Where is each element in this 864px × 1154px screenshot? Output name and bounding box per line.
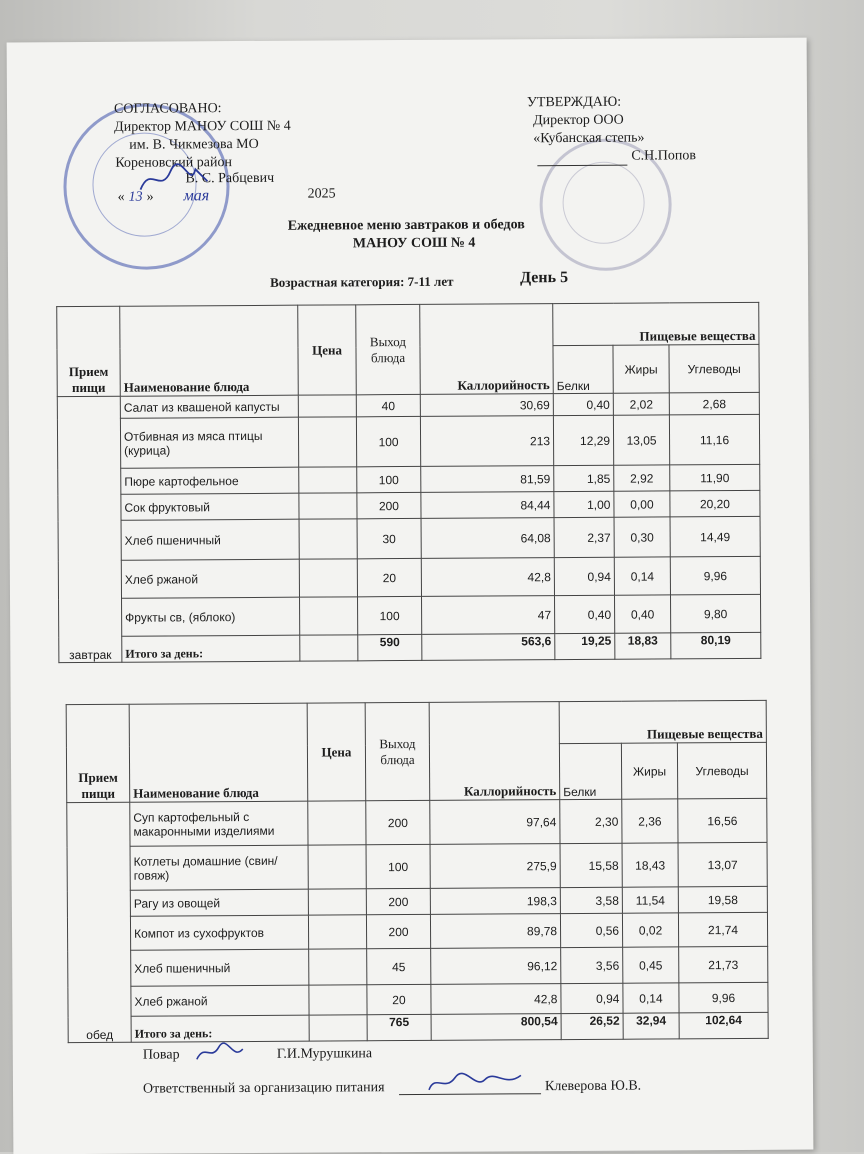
- total-carbs: 102,64: [679, 1012, 768, 1039]
- total-carbs: 80,19: [671, 632, 761, 659]
- total-output: 590: [358, 634, 422, 660]
- day-label: День 5: [520, 269, 569, 287]
- date-year: 2025: [307, 186, 336, 202]
- calories-cell: 42,8: [431, 984, 561, 1015]
- carbs-cell: 13,07: [678, 842, 767, 887]
- carbs-cell: 11,16: [669, 414, 759, 465]
- table-row: [57, 414, 759, 468]
- protein-cell: 15,58: [560, 843, 622, 887]
- cook-name: Г.И.Мурушкина: [276, 1046, 373, 1062]
- calories-cell: 213: [420, 416, 553, 467]
- cook-signature: [193, 1041, 253, 1065]
- carbs-cell: 21,74: [678, 912, 767, 947]
- dish-name: Хлеб пшеничный: [121, 519, 299, 560]
- output-cell: 20: [367, 984, 431, 1014]
- price-cell: [299, 559, 357, 597]
- output-cell: 200: [366, 914, 430, 948]
- dish-name: Суп картофельный с макаронными изделиями: [130, 801, 308, 846]
- dish-name: Котлеты домашние (свин/говяж): [130, 845, 308, 890]
- output-cell: 100: [356, 416, 420, 466]
- calories-cell: 47: [422, 596, 555, 635]
- total-fat: 18,83: [615, 633, 671, 659]
- fat-cell: 0,14: [614, 557, 670, 595]
- price-cell: [308, 915, 366, 949]
- calories-cell: 89,78: [430, 914, 560, 949]
- output-cell: 100: [366, 844, 430, 888]
- calories-cell: 198,3: [430, 888, 560, 915]
- dish-name: Отбивная из мяса птицы (курица): [120, 417, 298, 468]
- calories-cell: 81,59: [421, 466, 554, 493]
- responsible-signature: [425, 1069, 525, 1096]
- output-cell: 200: [366, 800, 430, 844]
- protein-cell: 3,58: [560, 887, 622, 913]
- carbs-cell: 9,96: [670, 556, 760, 595]
- carbs-cell: 14,49: [670, 516, 760, 557]
- carbs-cell: 19,58: [678, 886, 767, 913]
- price-cell: [299, 467, 357, 493]
- header-nutrients: Пищевые вещества: [553, 302, 759, 345]
- total-fat: 32,94: [623, 1013, 679, 1039]
- agreed-line2: им. В. Чикмезова МО: [129, 136, 259, 153]
- table-row: [58, 516, 760, 560]
- header-meal: Прием пищи: [66, 704, 130, 802]
- dish-name: Салат из квашеной капусты: [120, 395, 298, 418]
- carbs-cell: 16,56: [678, 798, 767, 843]
- price-cell: [300, 635, 358, 661]
- date-quote-open: «: [117, 189, 125, 205]
- approved-line3: С.Н.Попов: [631, 148, 697, 164]
- fat-cell: 0,30: [614, 517, 670, 557]
- approved-line1: Директор ООО: [533, 112, 624, 129]
- price-cell: [309, 985, 367, 1015]
- price-cell: [300, 597, 358, 635]
- total-row: [59, 632, 761, 662]
- output-cell: 45: [367, 948, 431, 984]
- fat-cell: 0,00: [614, 491, 670, 517]
- table-row: [67, 842, 767, 890]
- header-output: Выход блюда: [356, 304, 421, 394]
- header-calories: Каллорийность: [420, 304, 554, 395]
- responsible-name: Клеверова Ю.В.: [544, 1078, 642, 1095]
- calories-cell: 64,08: [421, 518, 554, 559]
- age-category: Возрастная категория: 7-11 лет: [270, 273, 454, 290]
- header-price: Цена: [298, 305, 357, 395]
- breakfast-table: [56, 302, 761, 663]
- protein-cell: 0,94: [554, 557, 614, 595]
- total-protein: 26,52: [561, 1013, 623, 1039]
- fat-cell: 2,92: [614, 465, 670, 491]
- calories-cell: 42,8: [421, 558, 554, 597]
- approved-signature-line: [537, 149, 627, 167]
- carbs-cell: 9,80: [670, 594, 760, 633]
- dish-name: Сок фруктовый: [121, 493, 299, 520]
- table-row: [68, 946, 768, 986]
- header-fat: Жиры: [613, 345, 669, 393]
- fat-cell: 0,45: [623, 947, 679, 983]
- header-carbs: Углеводы: [669, 344, 759, 393]
- header-protein: Белки: [559, 743, 621, 799]
- doc-title: Ежедневное меню завтраков и обедов: [287, 217, 525, 234]
- fat-cell: 11,54: [622, 887, 678, 913]
- output-cell: 20: [357, 558, 421, 596]
- calories-cell: 97,64: [430, 800, 560, 845]
- calories-cell: 96,12: [431, 948, 561, 985]
- price-cell: [308, 845, 366, 889]
- agreed-line4: В. С. Рабцевич: [185, 170, 275, 187]
- protein-cell: 0,94: [561, 983, 623, 1013]
- header-output: Выход блюда: [365, 702, 430, 800]
- protein-cell: 0,56: [560, 913, 622, 947]
- fat-cell: 0,02: [622, 913, 678, 947]
- meal-label: обед: [67, 802, 131, 1042]
- table-row: [67, 912, 767, 950]
- total-label: Итого за день:: [122, 635, 300, 662]
- protein-cell: 2,37: [554, 517, 614, 557]
- dish-name: Компот из сухофруктов: [130, 915, 308, 950]
- calories-cell: 275,9: [430, 844, 560, 889]
- protein-cell: 2,30: [560, 799, 622, 843]
- fat-cell: 0,14: [623, 983, 679, 1013]
- fat-cell: 18,43: [622, 843, 678, 887]
- header-carbs: Углеводы: [677, 742, 766, 799]
- lunch-table: [66, 700, 769, 1043]
- header-fat: Жиры: [621, 743, 677, 799]
- meal-label: завтрак: [57, 396, 122, 662]
- calories-cell: 30,69: [420, 394, 553, 417]
- protein-cell: 0,40: [553, 393, 613, 415]
- dish-name: Хлеб ржаной: [131, 985, 309, 1016]
- fat-cell: 2,02: [613, 393, 669, 415]
- date-day: 13: [128, 189, 143, 205]
- price-cell: [309, 949, 367, 985]
- dish-name: Рагу из овощей: [130, 889, 308, 916]
- header-calories: Каллорийность: [429, 702, 560, 801]
- carbs-cell: 9,96: [679, 982, 768, 1013]
- header-dish: Наименование блюда: [120, 305, 299, 396]
- menu-document: [7, 38, 814, 1154]
- table-row: [68, 982, 768, 1016]
- carbs-cell: 2,68: [669, 392, 759, 415]
- output-cell: 30: [357, 518, 421, 558]
- header-meal: Прием пищи: [57, 306, 121, 396]
- protein-cell: 1,00: [554, 491, 614, 517]
- price-cell: [298, 395, 356, 417]
- agreed-title: СОГЛАСОВАНО:: [113, 101, 222, 117]
- output-cell: 40: [356, 394, 420, 416]
- header-price: Цена: [307, 703, 366, 801]
- cook-label: Повар: [142, 1047, 180, 1063]
- carbs-cell: 11,90: [670, 464, 760, 491]
- price-cell: [299, 493, 357, 519]
- header-nutrients: Пищевые вещества: [559, 700, 766, 743]
- approved-title: УТВЕРЖДАЮ:: [526, 94, 622, 111]
- protein-cell: 1,85: [554, 465, 614, 491]
- dish-name: Хлеб ржаной: [121, 559, 299, 598]
- calories-cell: 84,44: [421, 492, 554, 519]
- output-cell: 100: [357, 466, 421, 492]
- table-row: [58, 556, 760, 598]
- responsible-label: Ответственный за организацию питания: [142, 1080, 385, 1097]
- total-row: [68, 1012, 768, 1042]
- director-signature: [135, 159, 215, 199]
- protein-cell: 3,56: [561, 947, 623, 983]
- carbs-cell: 20,20: [670, 490, 760, 517]
- total-calories: 800,54: [431, 1014, 561, 1041]
- price-cell: [309, 1015, 367, 1041]
- total-calories: 563,6: [422, 634, 555, 661]
- price-cell: [299, 519, 357, 559]
- approved-line2: «Кубанская степь»: [533, 130, 645, 147]
- protein-cell: 0,40: [555, 595, 615, 633]
- total-output: 765: [367, 1014, 431, 1040]
- price-cell: [298, 417, 356, 467]
- fat-cell: 2,36: [622, 799, 678, 843]
- date-quote-close: »: [146, 189, 154, 205]
- date-month: мая: [183, 187, 210, 205]
- output-cell: 200: [366, 888, 430, 914]
- agreed-line1: Директор МАНОУ СОШ № 4: [114, 118, 291, 135]
- agreed-line3: Кореновский район: [115, 155, 232, 171]
- dish-name: Фрукты св, (яблоко): [122, 597, 300, 636]
- table-row: [59, 594, 761, 636]
- fat-cell: 13,05: [613, 415, 669, 465]
- protein-cell: 12,29: [553, 415, 613, 465]
- dish-name: Пюре картофельное: [121, 467, 299, 494]
- output-cell: 100: [358, 596, 422, 634]
- price-cell: [308, 801, 366, 845]
- dish-name: Хлеб пшеничный: [131, 949, 309, 986]
- total-label: Итого за день:: [131, 1015, 309, 1042]
- table-row: [67, 798, 767, 846]
- doc-subtitle: МАНОУ СОШ № 4: [352, 235, 476, 252]
- header-dish: Наименование блюда: [129, 703, 308, 802]
- price-cell: [308, 889, 366, 915]
- carbs-cell: 21,73: [679, 946, 768, 983]
- total-protein: 19,25: [555, 633, 615, 659]
- output-cell: 200: [357, 492, 421, 518]
- fat-cell: 0,40: [614, 595, 670, 633]
- header-protein: Белки: [553, 345, 613, 393]
